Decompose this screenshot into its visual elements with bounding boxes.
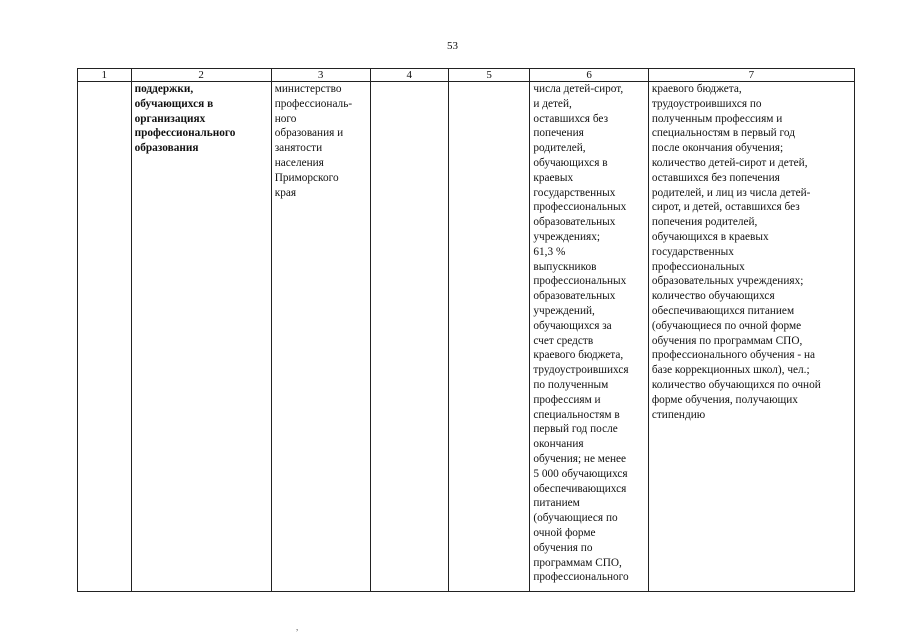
- cell-text-line: организациях: [134, 112, 206, 125]
- column-header-1: 1: [78, 69, 132, 82]
- column-header-7: 7: [648, 69, 854, 82]
- cell-col5: [448, 82, 529, 592]
- cell-text-line: попечения родителей,: [651, 216, 758, 229]
- cell-text-line: базе коррекционных школ), чел.;: [651, 364, 810, 377]
- cell-text-line: учреждениях;: [533, 230, 600, 243]
- page-number: 53: [447, 40, 458, 52]
- cell-text-line: количество обучающихся: [651, 290, 775, 303]
- cell-text-line: края: [274, 186, 297, 199]
- column-header-4: 4: [370, 69, 448, 82]
- cell-text-line: форме обучения, получающих: [651, 393, 798, 406]
- cell-text-line: Приморского: [274, 171, 339, 184]
- cell-text-line: (обучающиеся по: [533, 512, 618, 525]
- cell-text-line: сирот, и детей, оставшихся без: [651, 201, 800, 214]
- column-header-6: 6: [530, 69, 649, 82]
- cell-text-line: занятости: [274, 142, 323, 155]
- cell-text-line: профессиональных: [651, 260, 745, 273]
- cell-text-line: количество детей-сирот и детей,: [651, 156, 808, 169]
- cell-text-line: ного: [274, 112, 297, 125]
- cell-text-line: обучающихся в: [533, 156, 608, 169]
- column-header-3: 3: [271, 69, 370, 82]
- cell-text-line: очной форме: [533, 526, 596, 539]
- cell-text-line: выпускников: [533, 260, 597, 273]
- cell-text-line: по полученным: [533, 378, 609, 391]
- cell-text-line: оставшихся без попечения: [651, 171, 780, 184]
- cell-text-line: образования и: [274, 127, 344, 140]
- cell-text-line: профессионального: [134, 127, 236, 140]
- cell-text-line: обучения по программам СПО,: [651, 334, 803, 347]
- cell-text-line: после окончания обучения;: [651, 142, 784, 155]
- cell-col4: [370, 82, 448, 592]
- cell-text-line: трудоустроившихся: [533, 364, 629, 377]
- cell-text-line: населения: [274, 156, 324, 169]
- cell-text-line: поддержки,: [134, 83, 194, 95]
- cell-text-line: обеспечивающихся: [533, 482, 627, 495]
- cell-text-line: краевых: [533, 171, 574, 184]
- cell-text-line: родителей,: [533, 142, 586, 155]
- cell-col6: [530, 82, 649, 592]
- cell-text-line: профессионального: [533, 571, 629, 584]
- cell-text-line: специальностям в: [533, 408, 620, 421]
- cell-text-line: и детей,: [533, 97, 572, 110]
- cell-text-line: учреждений,: [533, 304, 595, 317]
- cell-text-line: стипендию: [651, 408, 706, 421]
- cell-col3: [271, 82, 370, 592]
- table-header-row: [78, 69, 855, 82]
- cell-text-line: профессиональных: [533, 275, 627, 288]
- table-row: [78, 82, 855, 592]
- cell-col1: [78, 82, 132, 592]
- cell-text-line: профессиональ-: [274, 97, 353, 110]
- cell-text-line: первый год после: [533, 423, 618, 436]
- cell-text-line: образовательных: [533, 216, 616, 229]
- cell-text-line: краевого бюджета,: [533, 349, 624, 362]
- cell-text-line: счет средств: [533, 334, 594, 347]
- cell-text-line: окончания: [533, 438, 584, 451]
- cell-col7: [648, 82, 854, 592]
- cell-text-line: обеспечивающихся питанием: [651, 304, 795, 317]
- cell-text-line: (обучающиеся по очной форме: [651, 319, 802, 332]
- cell-text-line: питанием: [533, 497, 580, 510]
- cell-text-line: государственных: [651, 245, 734, 258]
- cell-text-line: профессиональных: [533, 201, 627, 214]
- cell-text-line: числа детей-сирот,: [533, 83, 624, 95]
- cell-text-line: профессиям и: [533, 393, 601, 406]
- cell-text-line: образования: [134, 142, 199, 155]
- cell-text-line: обучения; не менее: [533, 452, 627, 465]
- column-header-5: 5: [448, 69, 529, 82]
- document-table: [77, 68, 855, 592]
- footer-mark: ,: [296, 622, 299, 632]
- cell-text-line: специальностям в первый год: [651, 127, 795, 140]
- cell-text-line: обучающихся в краевых: [651, 230, 769, 243]
- cell-text-line: родителей, и лиц из числа детей-: [651, 186, 811, 199]
- cell-text-line: программам СПО,: [533, 556, 622, 569]
- cell-text-line: образовательных: [533, 290, 616, 303]
- cell-text-line: оставшихся без: [533, 112, 609, 125]
- cell-text-line: 5 000 обучающихся: [533, 467, 628, 480]
- cell-text-line: обучения по: [533, 541, 593, 554]
- cell-text-line: профессионального обучения - на: [651, 349, 816, 362]
- cell-text-line: государственных: [533, 186, 616, 199]
- cell-text-line: министерство: [274, 83, 342, 95]
- cell-text-line: трудоустроившихся по: [651, 97, 762, 110]
- cell-text-line: обучающихся за: [533, 319, 612, 332]
- cell-text-line: обучающихся в: [134, 97, 214, 110]
- cell-text-line: образовательных учреждениях;: [651, 275, 804, 288]
- cell-text-line: 61,3 %: [533, 245, 566, 258]
- cell-text-line: попечения: [533, 127, 584, 140]
- cell-text-line: краевого бюджета,: [651, 83, 742, 95]
- cell-text-line: полученным профессиям и: [651, 112, 783, 125]
- cell-col2: [131, 82, 271, 592]
- column-header-2: 2: [131, 69, 271, 82]
- cell-text-line: количество обучающихся по очной: [651, 378, 821, 391]
